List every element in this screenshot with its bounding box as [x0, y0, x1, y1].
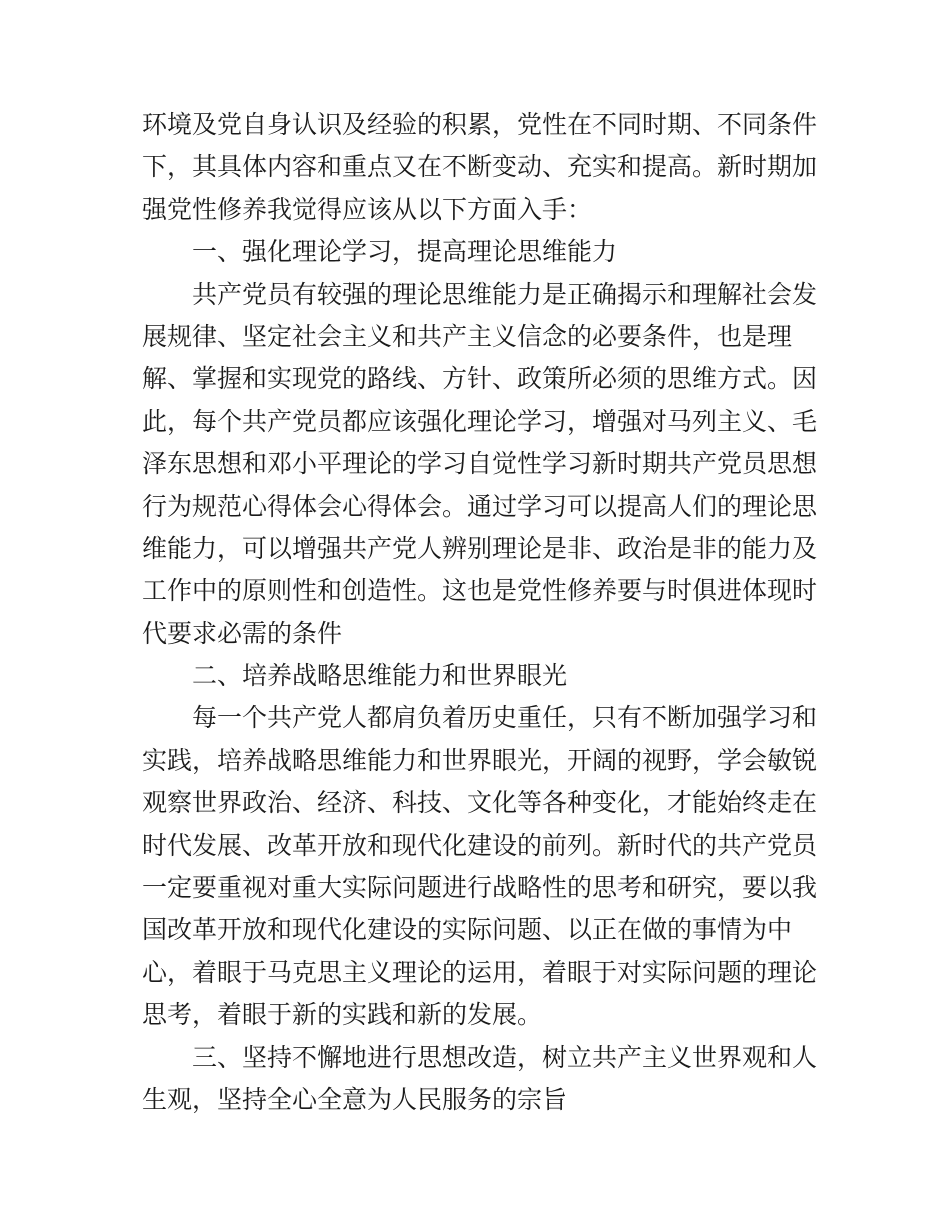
paragraph-line: 展规律、坚定社会主义和共产主义信念的必要条件，也是理: [142, 321, 793, 351]
paragraph-line: 时代发展、改革开放和现代化建设的前列。新时代的共产党员: [142, 830, 818, 860]
paragraph-line: 每一个共产党人都肩负着历史重任，只有不断加强学习和: [192, 703, 818, 733]
paragraph-line: 思考，着眼于新的实践和新的发展。: [142, 1000, 543, 1030]
paragraph-line: 行为规范心得体会心得体会。通过学习可以提高人们的理论思: [142, 491, 818, 521]
paragraph-line: 共产党员有较强的理论思维能力是正确揭示和理解社会发: [192, 279, 818, 309]
paragraph-line: 强党性修养我觉得应该从以下方面入手：: [142, 194, 593, 224]
paragraph-line: 工作中的原则性和创造性。这也是党性修养要与时俱进体现时: [142, 576, 818, 606]
paragraph-line: 国改革开放和现代化建设的实际问题、以正在做的事情为中: [142, 915, 793, 945]
paragraph-line: 泽东思想和邓小平理论的学习自觉性学习新时期共产党员思想: [142, 449, 818, 479]
paragraph-line: 观察世界政治、经济、科技、文化等各种变化，才能始终走在: [142, 788, 818, 818]
section-heading-3: 三、坚持不懈地进行思想改造，树立共产主义世界观和人: [192, 1042, 818, 1072]
section-heading-2: 二、培养战略思维能力和世界眼光: [192, 661, 568, 691]
document-body: [142, 104, 822, 1121]
paragraph-line: 此，每个共产党员都应该强化理论学习，增强对马列主义、毛: [142, 406, 818, 436]
paragraph-line: 环境及党自身认识及经验的积累，党性在不同时期、不同条件: [142, 110, 818, 139]
paragraph-line: 维能力，可以增强共产党人辨别理论是非、政治是非的能力及: [142, 533, 818, 563]
paragraph-line: 代要求必需的条件: [142, 618, 343, 648]
paragraph-line: 解、掌握和实现党的路线、方针、政策所必须的思维方式。因: [142, 364, 818, 394]
section-heading-1: 一、强化理论学习，提高理论思维能力: [192, 237, 618, 267]
paragraph-line: 生观，坚持全心全意为人民服务的宗旨: [142, 1084, 568, 1114]
paragraph-line: 一定要重视对重大实际问题进行战略性的思考和研究，要以我: [142, 873, 818, 903]
paragraph-line: 心，着眼于马克思主义理论的运用，着眼于对实际问题的理论: [142, 957, 818, 987]
paragraph-line: 实践，培养战略思维能力和世界眼光，开阔的视野，学会敏锐: [142, 745, 818, 775]
paragraph-line: 下，其具体内容和重点又在不断变动、充实和提高。新时期加: [142, 152, 818, 182]
